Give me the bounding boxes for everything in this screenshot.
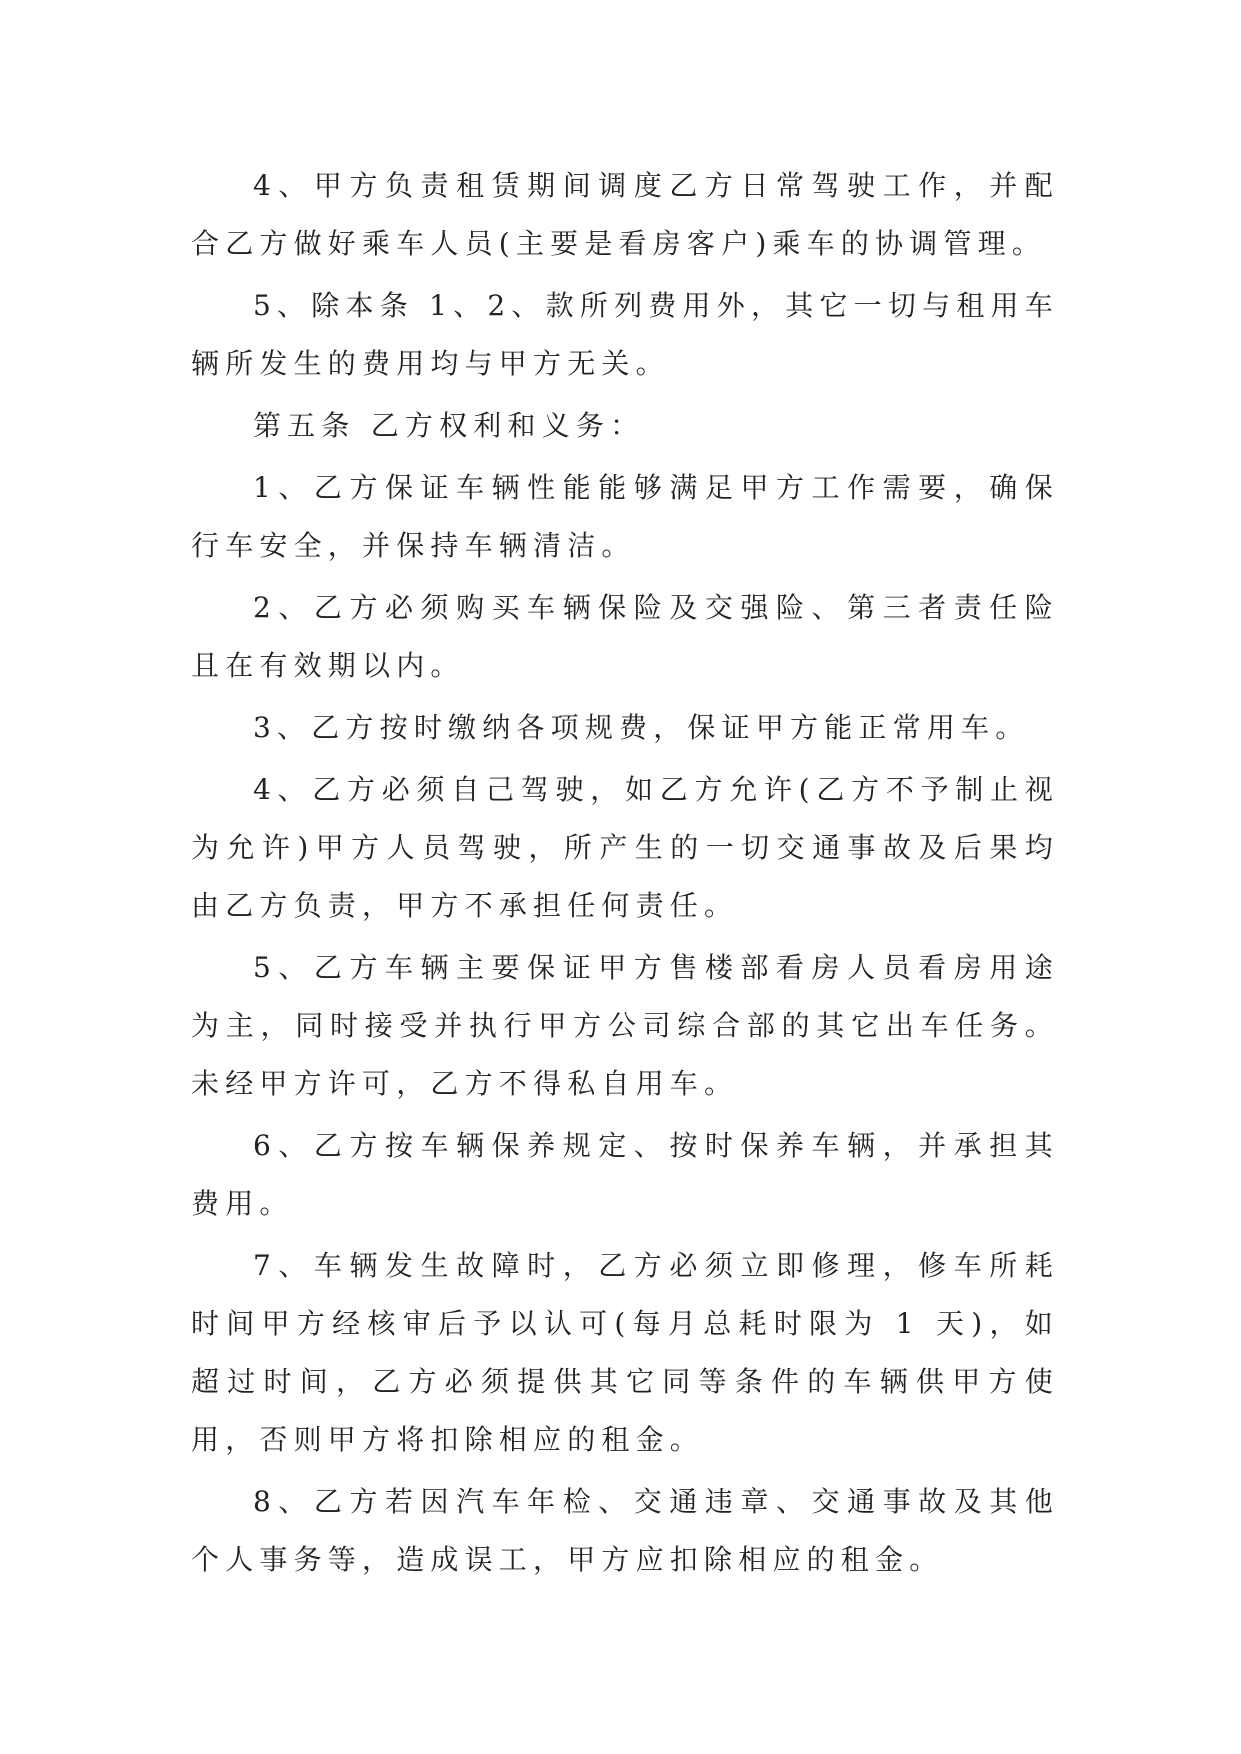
paragraph-lessee-duty-2: 2、乙方必须购买车辆保险及交强险、第三者责任险且在有效期以内。: [191, 591, 1059, 682]
document-body: [191, 157, 1059, 1589]
paragraph-lessee-duty-1: 1、乙方保证车辆性能能够满足甲方工作需要，确保行车安全，并保持车辆清洁。: [191, 471, 1059, 562]
paragraph-lessor-duty-4: 4、甲方负责租赁期间调度乙方日常驾驶工作，并配合乙方做好乘车人员(主要是看房客户)乘车的协调管理。: [191, 169, 1059, 260]
paragraph-lessee-duty-8: 8、乙方若因汽车年检、交通违章、交通事故及其他个人事务等，造成误工，甲方应扣除相应的租金。: [191, 1485, 1059, 1576]
paragraph-lessee-duty-5: 5、乙方车辆主要保证甲方售楼部看房人员看房用途为主，同时接受并执行甲方公司综合部的其它出车任务。未经甲方许可，乙方不得私自用车。: [191, 951, 1059, 1100]
paragraph-lessee-duty-3: 3、乙方按时缴纳各项规费，保证甲方能正常用车。: [253, 711, 1030, 744]
paragraph-lessee-duty-4: 4、乙方必须自己驾驶，如乙方允许(乙方不予制止视为允许)甲方人员驾驶，所产生的一切交通事故及后果均由乙方负责，甲方不承担任何责任。: [191, 773, 1059, 922]
paragraph-lessee-duty-6: 6、乙方按车辆保养规定、按时保养车辆，并承担其费用。: [191, 1129, 1059, 1220]
paragraph-lessee-duty-7: 7、车辆发生故障时，乙方必须立即修理，修车所耗时间甲方经核审后予以认可(每月总耗时限为 1 天)，如超过时间，乙方必须提供其它同等条件的车辆供甲方使用，否则甲方将扣除相应的租金。: [191, 1249, 1059, 1456]
paragraph-lessor-duty-5: 5、除本条 1、2、款所列费用外，其它一切与租用车辆所发生的费用均与甲方无关。: [191, 289, 1059, 380]
section-heading-article-5: 第五条 乙方权利和义务：: [253, 409, 645, 442]
